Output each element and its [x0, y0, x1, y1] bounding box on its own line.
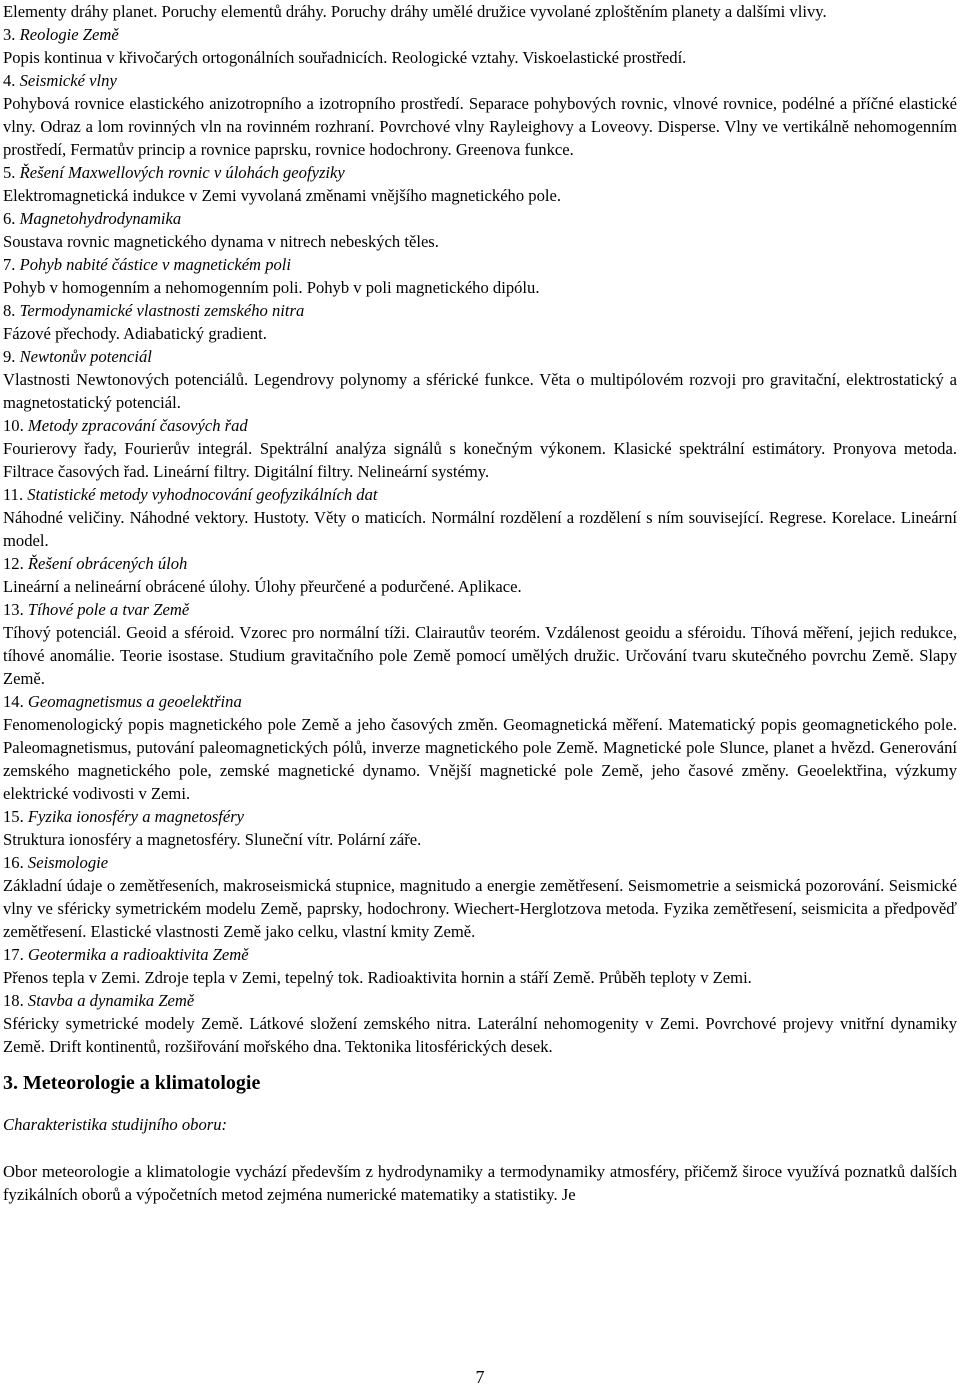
section-title: Řešení obrácených úloh	[27, 554, 188, 573]
section-title: Fyzika ionosféry a magnetosféry	[27, 807, 245, 826]
continuation-paragraph: Elementy dráhy planet. Poruchy elementů dráhy. Poruchy dráhy umělé družice vyvolané zploštěním planety a dalšími vlivy.	[3, 2, 827, 21]
section-title: Metody zpracování časových řad	[27, 416, 248, 435]
section-body: Lineární a nelineární obrácené úlohy. Úlohy přeurčené a podurčené. Aplikace.	[3, 577, 522, 596]
section-number: 12.	[3, 554, 24, 573]
section-heading	[3, 805, 957, 828]
document-page	[3, 0, 957, 1206]
section-body: Náhodné veličiny. Náhodné vektory. Hustoty. Věty o maticích. Normální rozdělení a rozdělení s ním související. Regrese. Korelace. Lineární model.	[3, 508, 957, 550]
section-heading	[3, 299, 957, 322]
section-body: Základní údaje o zemětřeseních, makroseismická stupnice, magnitudo a energie zemětřesení. Seismometrie a seismická pozorování. Seismické vlny ve sféricky symetrickém modelu Země, paprsky, hodochrony. Wiechert-Herglotzova metoda. Fyzika zemětřesení, seismicita a předpověď zemětřesení. Elastické vlastnosti Země jako celku, vlastní kmity Země.	[3, 876, 957, 941]
section-heading	[3, 207, 957, 230]
section-body: Fázové přechody. Adiabatický gradient.	[3, 324, 267, 343]
section-title: Seismologie	[27, 853, 109, 872]
chapter-subtitle: Charakteristika studijního oboru:	[3, 1115, 228, 1134]
section-title: Seismické vlny	[19, 71, 117, 90]
chapter-intro-paragraph: Obor meteorologie a klimatologie vychází především z hydrodynamiky a termodynamiky atmosféry, přičemž široce využívá poznatků dalších fyzikálních oborů a výpočetních metod zejména numerické matematiky a statistiky. Je	[3, 1162, 957, 1204]
section-title: Řešení Maxwellových rovnic v úlohách geofyziky	[19, 163, 345, 182]
section-heading	[3, 989, 957, 1012]
section-number: 11.	[3, 485, 24, 504]
section-heading	[3, 345, 957, 368]
section-number: 14.	[3, 692, 24, 711]
section-title: Pohyb nabité částice v magnetickém poli	[19, 255, 292, 274]
page-number: 7	[475, 1367, 485, 1387]
section-heading	[3, 690, 957, 713]
section-title: Newtonův potenciál	[19, 347, 152, 366]
section-body: Elektromagnetická indukce v Zemi vyvolaná změnami vnějšího magnetického pole.	[3, 186, 562, 205]
section-title: Termodynamické vlastnosti zemského nitra	[19, 301, 305, 320]
section-number: 18.	[3, 991, 24, 1010]
section-number: 6.	[3, 209, 16, 228]
section-body: Fourierovy řady, Fourierův integrál. Spektrální analýza signálů s konečným výkonem. Klasické spektrální estimátory. Pronyova metoda. Filtrace časových řad. Lineární filtry. Digitální filtry. Nelineární systémy.	[3, 439, 957, 481]
section-body: Soustava rovnic magnetického dynama v nitrech nebeských těles.	[3, 232, 439, 251]
section-heading	[3, 943, 957, 966]
section-body: Sféricky symetrické modely Země. Látkové složení zemského nitra. Laterální nehomogenity v Zemi. Povrchové projevy vnitřní dynamiky Země. Drift kontinentů, rozšiřování mořského dna. Tektonika litosférických desek.	[3, 1014, 957, 1056]
section-heading	[3, 598, 957, 621]
section-number: 10.	[3, 416, 24, 435]
section-title: Reologie Země	[19, 25, 119, 44]
section-heading	[3, 23, 957, 46]
section-number: 5.	[3, 163, 16, 182]
section-number: 3.	[3, 25, 16, 44]
section-number: 7.	[3, 255, 16, 274]
section-number: 4.	[3, 71, 16, 90]
section-number: 13.	[3, 600, 24, 619]
section-number: 17.	[3, 945, 24, 964]
section-body: Fenomenologický popis magnetického pole Země a jeho časových změn. Geomagnetická měření. Matematický popis geomagnetického pole. Paleomagnetismus, putování paleomagnetických pólů, inverze magnetického pole Země. Magnetické pole Slunce, planet a hvězd. Generování zemského magnetického pole, zemské magnetické dynamo. Vnější magnetické pole Země, jeho časové změny. Geoelektřina, výzkumy elektrické vodivosti v Zemi.	[3, 715, 957, 803]
section-title: Statistické metody vyhodnocování geofyzikálních dat	[27, 485, 378, 504]
section-body: Pohyb v homogenním a nehomogenním poli. Pohyb v poli magnetického dipólu.	[3, 278, 540, 297]
section-list	[3, 23, 957, 1058]
section-heading	[3, 253, 957, 276]
section-number: 8.	[3, 301, 16, 320]
section-body: Struktura ionosféry a magnetosféry. Sluneční vítr. Polární záře.	[3, 830, 422, 849]
section-number: 16.	[3, 853, 24, 872]
section-body: Tíhový potenciál. Geoid a sféroid. Vzorec pro normální tíži. Clairautův teorém. Vzdálenost geoidu a sféroidu. Tíhová měření, jejich redukce, tíhové anomálie. Teorie isostase. Studium gravitačního pole Země pomocí umělých družic. Určování tvaru skutečného povrchu Země. Slapy Země.	[3, 623, 957, 688]
section-title: Geotermika a radioaktivita Země	[27, 945, 249, 964]
section-title: Stavba a dynamika Země	[27, 991, 195, 1010]
section-heading	[3, 552, 957, 575]
section-number: 15.	[3, 807, 24, 826]
section-title: Geomagnetismus a geoelektřina	[27, 692, 242, 711]
section-heading	[3, 161, 957, 184]
section-title: Tíhové pole a tvar Země	[27, 600, 190, 619]
section-heading	[3, 483, 957, 506]
section-heading	[3, 69, 957, 92]
section-body: Popis kontinua v křivočarých ortogonálních souřadnicích. Reologické vztahy. Viskoelastické prostředí.	[3, 48, 687, 67]
section-heading	[3, 414, 957, 437]
section-body: Pohybová rovnice elastického anizotropního a izotropního prostředí. Separace pohybových rovnic, vlnové rovnice, podélné a příčné elastické vlny. Odraz a lom rovinných vln na rovinném rozhraní. Povrchové vlny Rayleighovy a Loveovy. Disperse. Vlny ve vertikálně nehomogenním prostředí, Fermatův princip a rovnice paprsku, rovnice hodochrony. Greenova funkce.	[3, 94, 957, 159]
section-body: Vlastnosti Newtonových potenciálů. Legendrovy polynomy a sférické funkce. Věta o multipólovém rozvoji pro gravitační, elektrostatický a magnetostatický potenciál.	[3, 370, 957, 412]
section-title: Magnetohydrodynamika	[19, 209, 182, 228]
section-number: 9.	[3, 347, 16, 366]
chapter-heading: 3. Meteorologie a klimatologie	[3, 1072, 261, 1094]
section-heading	[3, 851, 957, 874]
section-body: Přenos tepla v Zemi. Zdroje tepla v Zemi, tepelný tok. Radioaktivita hornin a stáří Země. Průběh teploty v Zemi.	[3, 968, 752, 987]
